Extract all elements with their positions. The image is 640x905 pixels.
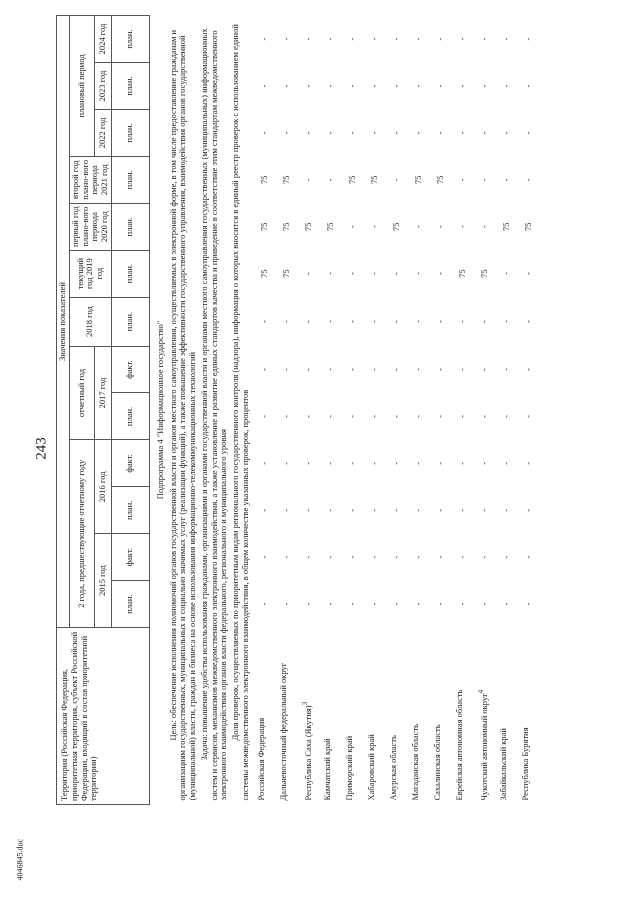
value-cell: - bbox=[412, 508, 423, 512]
territory-name: Российская Федерация bbox=[255, 717, 266, 801]
value-cell: - bbox=[346, 508, 357, 512]
value-cell: - bbox=[500, 178, 511, 182]
value-cell: - bbox=[280, 368, 291, 371]
footnote-marker: 3 bbox=[300, 701, 309, 706]
value-cell: - bbox=[368, 461, 379, 465]
value-cell: - bbox=[368, 272, 379, 276]
value-cell: - bbox=[412, 461, 423, 465]
value-cell: - bbox=[456, 415, 467, 418]
value-cell: - bbox=[324, 555, 335, 559]
value-cell: - bbox=[280, 555, 291, 559]
value-cell: - bbox=[258, 508, 269, 512]
value-cell: - bbox=[390, 131, 401, 135]
subprogram-title: Подпрограмма 4 "Информационное государство" bbox=[154, 320, 165, 500]
value-cell: - bbox=[522, 602, 533, 606]
value-cell: - bbox=[324, 602, 335, 606]
value-cell: - bbox=[324, 84, 335, 88]
table-row bbox=[386, 16, 408, 805]
territory-name: Республика Бурятия bbox=[519, 727, 530, 801]
value-cell: - bbox=[478, 131, 489, 135]
value-cell: - bbox=[324, 508, 335, 512]
value-cell: - bbox=[280, 415, 291, 418]
value-cell: - bbox=[302, 131, 313, 135]
value-cell: - bbox=[280, 508, 291, 512]
page-number: 243 bbox=[33, 437, 50, 460]
year-2024-header: 2024 год bbox=[95, 16, 111, 63]
value-cell: - bbox=[478, 508, 489, 512]
value-cell: - bbox=[280, 320, 291, 323]
territory-name: Еврейская автономная область bbox=[453, 689, 464, 801]
value-cell: - bbox=[478, 178, 489, 182]
value-cell: - bbox=[258, 368, 269, 371]
two-years-header: 2 года, предшествующие отчетному году bbox=[69, 440, 95, 628]
value-cell: - bbox=[324, 37, 335, 41]
value-cell: - bbox=[368, 225, 379, 229]
value-cell: - bbox=[368, 368, 379, 371]
value-cell: - bbox=[280, 131, 291, 135]
territory-name: Забайкальский край bbox=[497, 728, 508, 801]
value-cell: 75 bbox=[478, 269, 489, 278]
value-cell: - bbox=[258, 602, 269, 606]
first-plan-year-header: первый год плано-вого периода 2020 год bbox=[69, 203, 111, 250]
table-row bbox=[474, 16, 496, 805]
value-cell: - bbox=[258, 84, 269, 88]
value-cell: - bbox=[434, 272, 445, 276]
value-cell: - bbox=[390, 555, 401, 559]
value-cell: - bbox=[456, 84, 467, 88]
value-cell: - bbox=[522, 131, 533, 135]
value-cell: - bbox=[368, 37, 379, 41]
value-cell: - bbox=[412, 272, 423, 276]
year-2015-header: 2015 год bbox=[95, 534, 111, 628]
table-row bbox=[518, 16, 540, 805]
value-cell: - bbox=[434, 555, 445, 559]
value-cell: - bbox=[478, 225, 489, 229]
value-cell: - bbox=[478, 461, 489, 465]
value-cell: 75 bbox=[258, 175, 269, 185]
fact-2017-header: факт. bbox=[111, 346, 149, 393]
current-year-header: текущий год 2019 год bbox=[69, 250, 111, 297]
value-cell: - bbox=[368, 508, 379, 512]
value-cell: - bbox=[500, 84, 511, 88]
value-cell: - bbox=[346, 461, 357, 465]
value-cell: - bbox=[302, 461, 313, 465]
value-cell: - bbox=[346, 272, 357, 276]
value-cell: - bbox=[324, 461, 335, 465]
value-cell: - bbox=[434, 508, 445, 512]
value-cell: - bbox=[258, 320, 269, 323]
value-cell: - bbox=[412, 225, 423, 229]
value-cell: - bbox=[478, 555, 489, 559]
territory-name: Чукотский автономный округ$^4$ bbox=[476, 689, 489, 801]
value-cell: - bbox=[412, 131, 423, 135]
value-cell: - bbox=[412, 84, 423, 88]
value-cell: - bbox=[368, 555, 379, 559]
value-cell: - bbox=[368, 131, 379, 135]
table-row bbox=[320, 16, 342, 805]
value-cell: - bbox=[346, 602, 357, 606]
value-cell: - bbox=[412, 415, 423, 418]
value-cell: - bbox=[258, 461, 269, 465]
value-cell: - bbox=[500, 461, 511, 465]
value-cell: - bbox=[412, 37, 423, 41]
reporting-year-header: отчетный год bbox=[69, 346, 95, 440]
value-cell: - bbox=[324, 178, 335, 182]
table-row bbox=[452, 16, 474, 805]
value-cell: - bbox=[346, 225, 357, 229]
value-cell: - bbox=[456, 320, 467, 323]
value-cell: 75 bbox=[346, 175, 357, 185]
rotated-table-container bbox=[56, 15, 616, 805]
value-cell: - bbox=[478, 37, 489, 41]
value-cell: - bbox=[412, 368, 423, 371]
value-cell: - bbox=[412, 602, 423, 606]
value-cell: - bbox=[434, 461, 445, 465]
value-cell: - bbox=[434, 602, 445, 606]
plan-2024-header: план. bbox=[111, 16, 149, 63]
value-cell: - bbox=[478, 320, 489, 323]
value-cell: - bbox=[522, 320, 533, 323]
value-cell: - bbox=[478, 84, 489, 88]
year-2018-header: 2018 год bbox=[69, 297, 111, 346]
value-cell: - bbox=[302, 320, 313, 323]
value-cell: 75 bbox=[522, 222, 533, 231]
value-cell: - bbox=[522, 178, 533, 182]
year-2023-header: 2023 год bbox=[95, 63, 111, 110]
value-cell: - bbox=[280, 602, 291, 606]
value-cell: - bbox=[258, 415, 269, 418]
value-cell: - bbox=[456, 461, 467, 465]
second-plan-year-header: второй год плано-вого периода 2021 год bbox=[69, 156, 111, 203]
plan-2016-header: план. bbox=[111, 487, 149, 534]
fact-2015-header: факт. bbox=[111, 534, 149, 581]
value-cell: - bbox=[500, 131, 511, 135]
value-cell: - bbox=[302, 368, 313, 371]
value-cell: - bbox=[390, 178, 401, 182]
value-cell: - bbox=[390, 508, 401, 512]
value-cell: - bbox=[456, 225, 467, 229]
value-cell: 75 bbox=[456, 269, 467, 278]
table-row bbox=[496, 16, 518, 805]
value-cell: - bbox=[522, 555, 533, 559]
indicator-text: Доля проверок, осуществляемых по приоритетным видам регионального государственного контроля (надзора), информация о которых вносится в единый реестр проверок с использованием единой системы межведомственного электронного взаимодействия, в общем количестве указанных проверок, процентов bbox=[230, 24, 250, 801]
value-cell: - bbox=[456, 37, 467, 41]
table-row bbox=[276, 16, 298, 805]
value-cell: - bbox=[500, 368, 511, 371]
goal-text: Цель: обеспечение исполнения полномочий органов государственной власти и органов местного самоуправления, осуществляемых в электронной форме, в том числе предоставление гражданам и организациям государственных, муниципальных и социально значимых услуг (реализации функций), а также повышение эффективности государственного управления, взаимодействия органов государственной (муниципальной) власти, граждан и бизнеса на основе использования информационно-телекоммуникационных технологий bbox=[167, 29, 198, 801]
territory-name: Амурская область bbox=[387, 735, 398, 801]
value-cell: - bbox=[324, 320, 335, 323]
value-cell: - bbox=[346, 320, 357, 323]
value-cell: 75 bbox=[280, 175, 291, 185]
territory-name: Республика Саха (Якутия)$^3$ bbox=[300, 701, 313, 801]
year-2022-header: 2022 год bbox=[95, 109, 111, 156]
value-cell: - bbox=[434, 37, 445, 41]
value-cell: - bbox=[456, 508, 467, 512]
task-text: Задача: повышение удобства использования гражданами, организациями и органами государственной власти и органами местного самоуправления государственных (муниципальных) информационных систем и сервисов, механизмов межведомственного электронного взаимодействия, а также установление и развитие единых стандартов качества и приведение в соответствие этим стандартам межведомственного электронного взаимодействия органов власти федерального, регионального и муниципального уровня bbox=[198, 28, 229, 801]
data-rows bbox=[254, 16, 540, 805]
value-cell: - bbox=[390, 602, 401, 606]
value-cell: 75 bbox=[280, 222, 291, 231]
value-cell: - bbox=[478, 415, 489, 418]
territory-column-header: Территория (Российская Федерация, приоритетная территория, субъект Российской Федерации, входящий в состав приоритетной территории) bbox=[57, 628, 150, 805]
value-cell: - bbox=[324, 415, 335, 418]
value-cell: - bbox=[258, 131, 269, 135]
value-cell: - bbox=[500, 555, 511, 559]
value-cell: - bbox=[258, 37, 269, 41]
value-cell: - bbox=[500, 602, 511, 606]
value-cell: - bbox=[280, 461, 291, 465]
value-cell: - bbox=[522, 37, 533, 41]
value-cell: - bbox=[302, 555, 313, 559]
value-cell: - bbox=[302, 84, 313, 88]
value-cell: - bbox=[456, 178, 467, 182]
value-cell: - bbox=[324, 368, 335, 371]
table-row bbox=[408, 16, 430, 805]
value-cell: - bbox=[302, 272, 313, 276]
value-cell: 75 bbox=[324, 222, 335, 231]
table-row bbox=[430, 16, 452, 805]
footnote-marker: 4 bbox=[476, 689, 485, 694]
value-cell: - bbox=[302, 508, 313, 512]
value-cell: - bbox=[412, 320, 423, 323]
value-cell: 75 bbox=[258, 269, 269, 278]
value-cell: - bbox=[346, 84, 357, 88]
value-cell: - bbox=[500, 415, 511, 418]
value-cell: - bbox=[368, 415, 379, 418]
plan-2022-header: план. bbox=[111, 109, 149, 156]
territory-name: Камчатский край bbox=[321, 738, 332, 801]
value-cell: - bbox=[302, 37, 313, 41]
value-cell: - bbox=[456, 555, 467, 559]
territory-name: Хабаровский край bbox=[365, 734, 376, 801]
value-cell: - bbox=[390, 368, 401, 371]
value-cell: - bbox=[522, 84, 533, 88]
footer-filename: 4046845.doc bbox=[15, 838, 25, 881]
plan-2023-header: план. bbox=[111, 63, 149, 110]
value-cell: - bbox=[522, 508, 533, 512]
table-row bbox=[364, 16, 386, 805]
value-cell: - bbox=[434, 415, 445, 418]
value-cell: - bbox=[324, 131, 335, 135]
value-cell: 75 bbox=[302, 222, 313, 231]
value-cell: - bbox=[522, 461, 533, 465]
territory-name: Магаданская область bbox=[409, 723, 420, 801]
value-cell: - bbox=[500, 320, 511, 323]
plan-2017-header: план. bbox=[111, 393, 149, 440]
value-cell: - bbox=[412, 555, 423, 559]
value-cell: - bbox=[434, 320, 445, 323]
value-cell: - bbox=[368, 602, 379, 606]
value-cell: - bbox=[346, 368, 357, 371]
table-row bbox=[298, 16, 320, 805]
fact-2016-header: факт. bbox=[111, 440, 149, 487]
value-cell: - bbox=[500, 508, 511, 512]
value-cell: - bbox=[346, 131, 357, 135]
value-cell: - bbox=[258, 555, 269, 559]
value-cell: - bbox=[302, 178, 313, 182]
value-cell: - bbox=[522, 368, 533, 371]
value-cell: - bbox=[346, 37, 357, 41]
value-cell: - bbox=[280, 37, 291, 41]
value-cell: - bbox=[456, 602, 467, 606]
plan-2021-header: план. bbox=[111, 156, 149, 203]
value-cell: - bbox=[346, 555, 357, 559]
value-cell: - bbox=[390, 272, 401, 276]
territory-name: Дальневосточный федеральный округ bbox=[277, 662, 288, 801]
value-cell: 75 bbox=[390, 222, 401, 231]
value-cell: - bbox=[346, 415, 357, 418]
plan-2018-header: план. bbox=[111, 297, 149, 346]
year-2016-header: 2016 год bbox=[95, 440, 111, 534]
indicators-table bbox=[56, 15, 540, 805]
values-header: Значения показателей bbox=[57, 16, 70, 628]
plan-2015-header: план. bbox=[111, 581, 149, 628]
value-cell: - bbox=[456, 131, 467, 135]
table-row bbox=[342, 16, 364, 805]
value-cell: - bbox=[500, 37, 511, 41]
value-cell: - bbox=[302, 602, 313, 606]
plan-2020-header: план. bbox=[111, 203, 149, 250]
value-cell: - bbox=[368, 84, 379, 88]
value-cell: - bbox=[522, 272, 533, 276]
value-cell: 75 bbox=[368, 175, 379, 185]
value-cell: - bbox=[368, 320, 379, 323]
value-cell: - bbox=[434, 368, 445, 371]
territory-name: Приморский край bbox=[343, 735, 354, 801]
value-cell: - bbox=[390, 320, 401, 323]
value-cell: - bbox=[434, 131, 445, 135]
table-row bbox=[254, 16, 276, 805]
value-cell: - bbox=[390, 84, 401, 88]
territory-name: Сахалинская область bbox=[431, 724, 442, 801]
value-cell: 75 bbox=[434, 175, 445, 185]
year-2017-header: 2017 год bbox=[95, 346, 111, 440]
value-cell: - bbox=[456, 368, 467, 371]
value-cell: - bbox=[390, 461, 401, 465]
value-cell: 75 bbox=[280, 269, 291, 278]
value-cell: - bbox=[302, 415, 313, 418]
value-cell: - bbox=[390, 415, 401, 418]
planning-period-header: плановый период bbox=[69, 16, 95, 157]
value-cell: - bbox=[390, 37, 401, 41]
value-cell: - bbox=[522, 415, 533, 418]
value-cell: 75 bbox=[500, 222, 511, 231]
value-cell: - bbox=[478, 602, 489, 606]
value-cell: - bbox=[280, 84, 291, 88]
value-cell: - bbox=[500, 272, 511, 276]
value-cell: - bbox=[324, 272, 335, 276]
plan-2019-header: план. bbox=[111, 250, 149, 297]
value-cell: - bbox=[478, 368, 489, 371]
value-cell: - bbox=[434, 225, 445, 229]
value-cell: 75 bbox=[258, 222, 269, 231]
value-cell: - bbox=[434, 84, 445, 88]
value-cell: 75 bbox=[412, 175, 423, 185]
